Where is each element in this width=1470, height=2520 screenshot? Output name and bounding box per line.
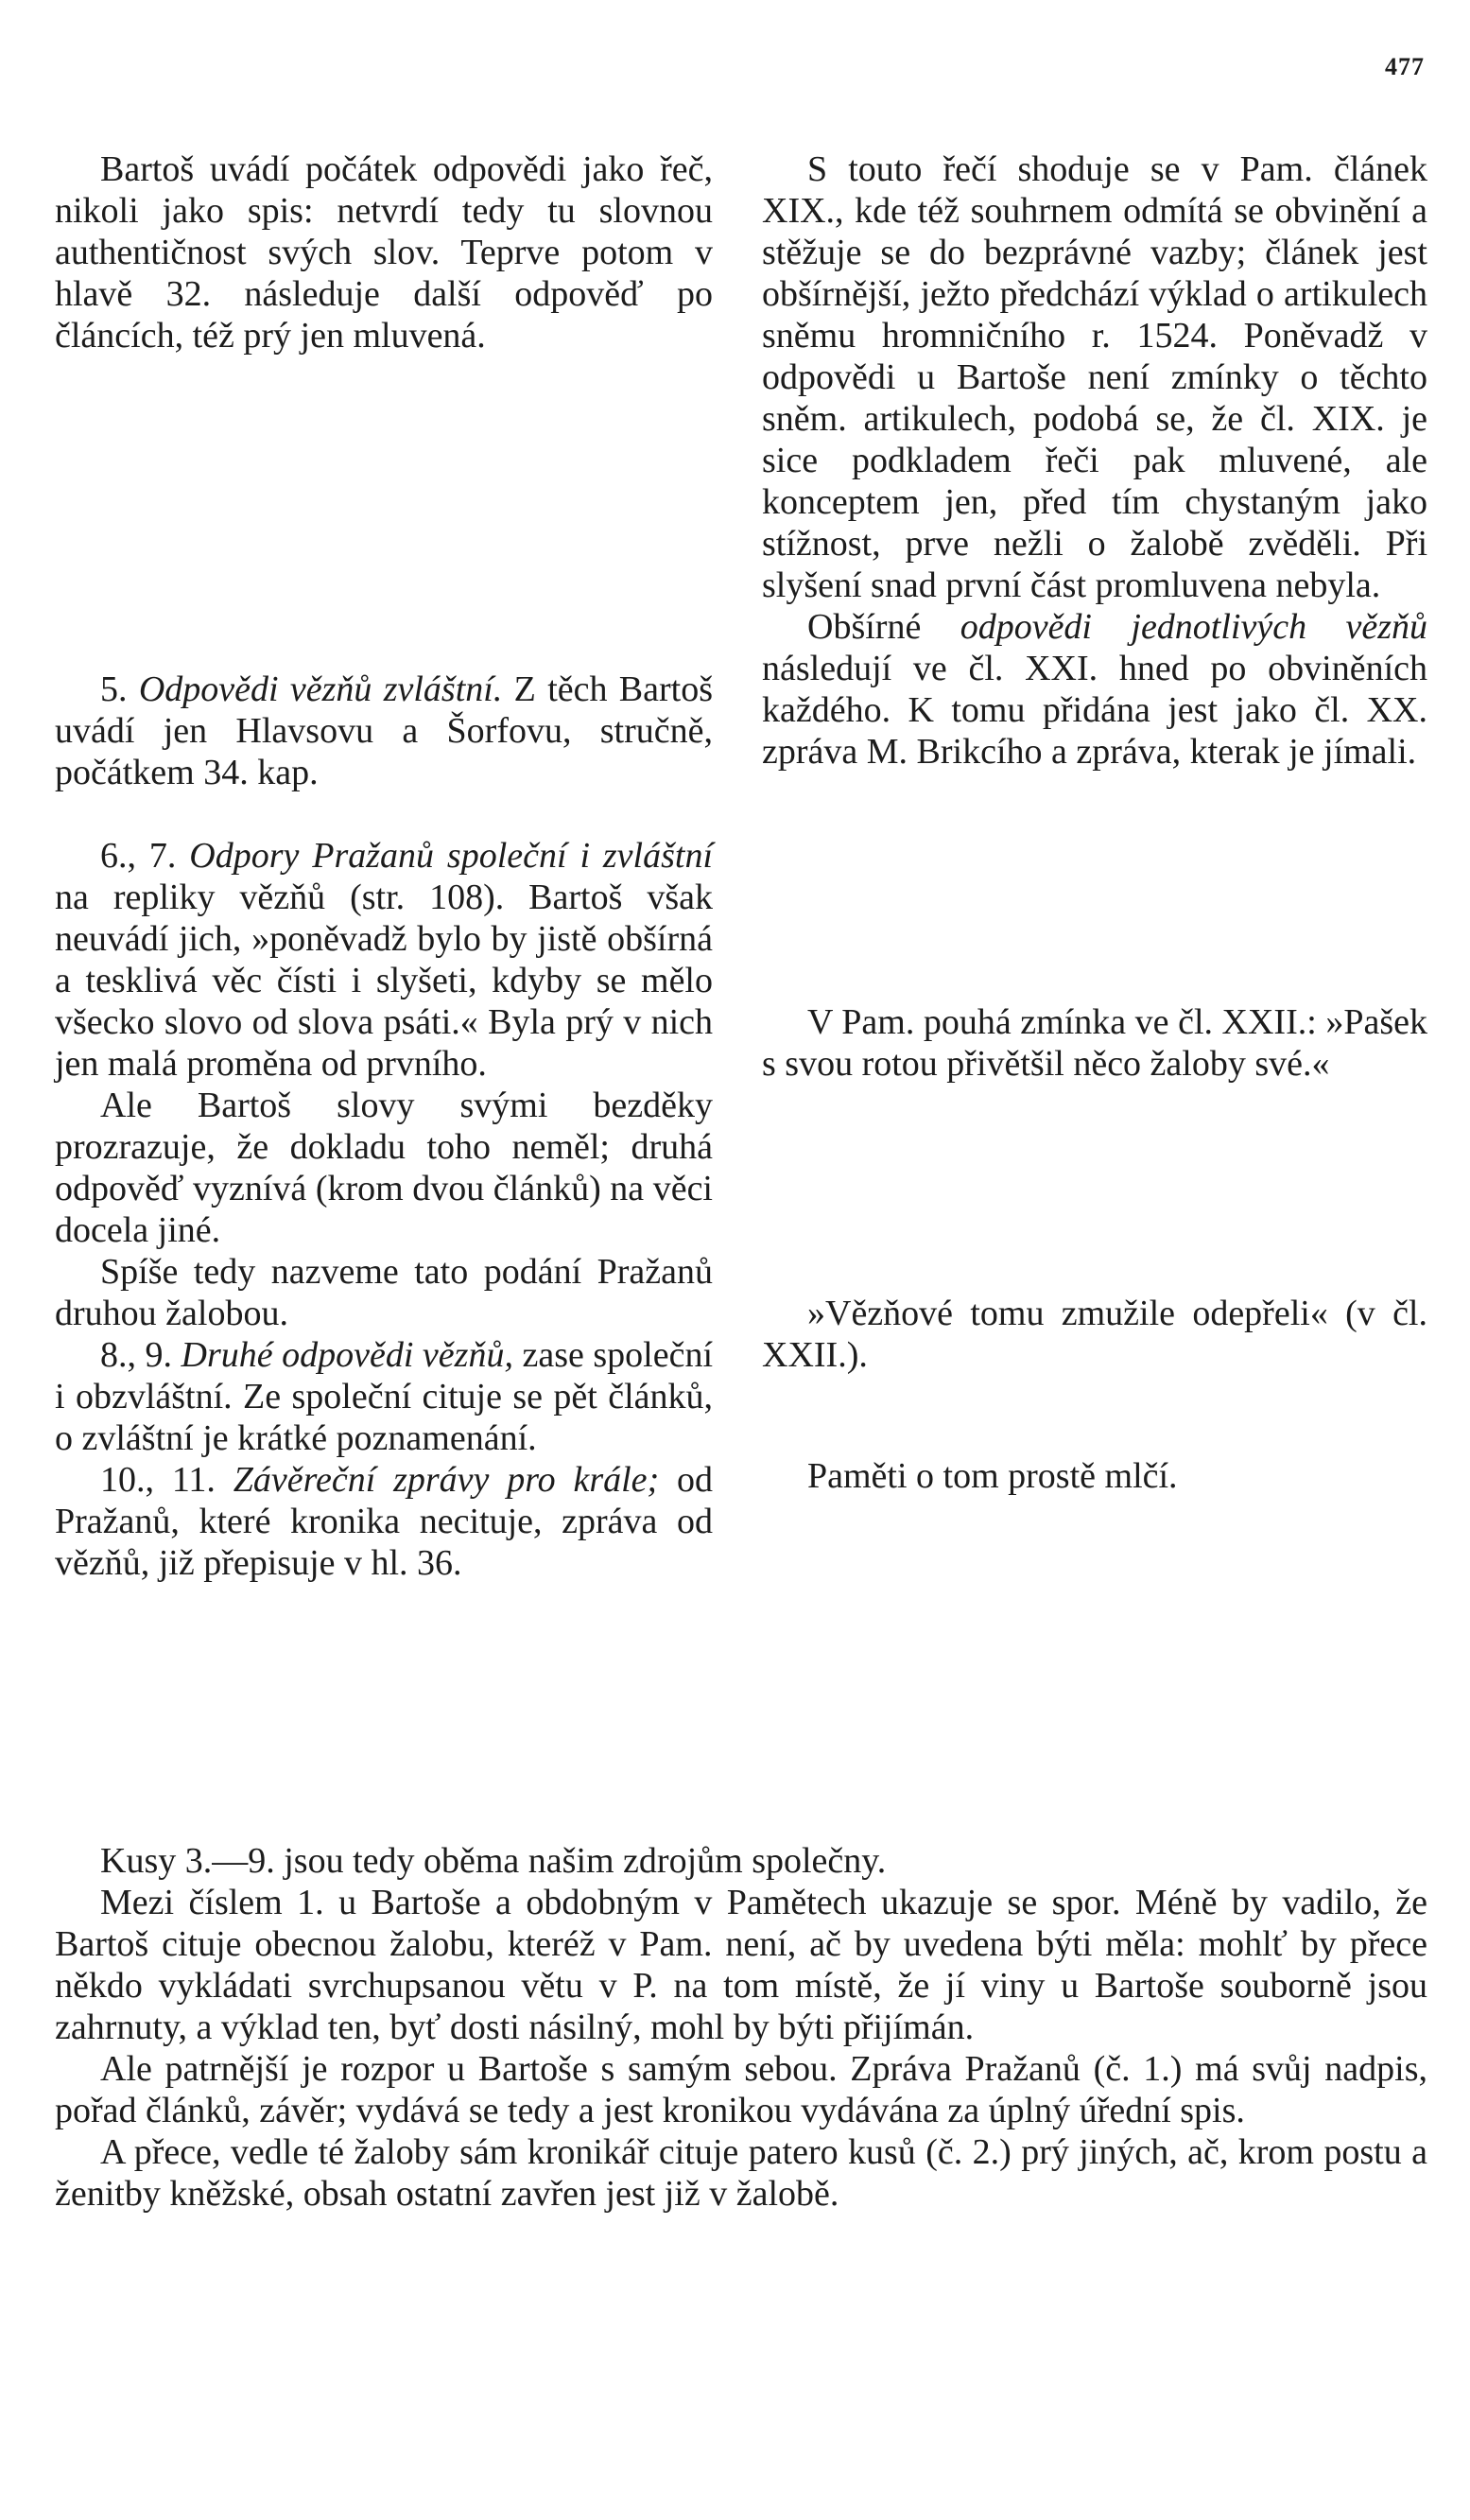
section-title: odpovědi jednotlivých vězňů: [960, 607, 1427, 647]
left-paragraph-5: Spíše tedy nazveme tato podání Pražanů druhou žalobou.: [55, 1252, 713, 1333]
left-paragraph-2: [55, 669, 713, 793]
section-title: Odpovědi vězňů zvláštní.: [138, 669, 503, 709]
bottom-paragraph-2: Mezi číslem 1. u Bartoše a obdobným v Pamětech ukazuje se spor. Méně by vadilo, že Bartoš cituje obecnou žalobu, kteréž v Pam. není, ač by uvedena býti měla: mohlť by přece někdo vykládati svrchupsanou větu v P. na tom místě, že jí viny u Bartoše souborně jsou zahrnuty, a výklad ten, byť dosti násilný, mohl by býti přijímán.: [55, 1883, 1427, 2047]
section-number: 5.: [100, 669, 128, 709]
section-text: od Pražanů, které kronika necituje, zpráva od vězňů, již přepisuje v hl. 36.: [55, 1460, 714, 1583]
paragraph-lead: Obšírné: [807, 607, 922, 647]
bottom-paragraph-3: Ale patrnější je rozpor u Bartoše s samým sebou. Zpráva Pražanů (č. 1.) má svůj nadpis, pořad článků, závěr; vydává se tedy a jest kronikou vydávána za úplný úřední spis.: [55, 2049, 1427, 2130]
section-text: na repliky vězňů (str. 108). Bartoš však neuvádí jich, »poněvadž bylo by jistě obšírná a tesklivá věc čísti i slyšeti, kdyby se mělo všecko slovo od slova psáti.« Byla prý v nich jen malá proměna od prvního.: [55, 878, 713, 1084]
left-paragraph-1: Bartoš uvádí počátek odpovědi jako řeč, nikoli jako spis: netvrdí tedy tu slovnou authentičnost svých slov. Teprve potom v hlavě 32. následuje další odpověď po článcích, též prý jen mluvená.: [55, 149, 713, 356]
left-paragraph-6: [55, 1334, 713, 1459]
section-title: Závěreční zprávy pro krále;: [233, 1460, 660, 1500]
bottom-paragraph-1: Kusy 3.—9. jsou tedy oběma našim zdrojům společny.: [100, 1841, 887, 1881]
right-paragraph-1: S touto řečí shoduje se v Pam. článek XIX., kde též souhrnem odmítá se obvinění a stěžuje se do bezprávné vazby; článek jest obšírnější, ježto předchází výklad o artikulech sněmu hromničního r. 1524. Poněvadž v odpovědi u Bartoše není zmínky o těchto sněm. artikulech, podobá se, že čl. XIX. je sice podkladem řeči pak mluvené, ale konceptem jen, před tím chystaným jako stížnost, prve nežli o žalobě zvěděli. Při slyšení snad první část promluvena nebyla.: [762, 149, 1427, 605]
left-paragraph-7: [55, 1459, 713, 1584]
right-paragraph-4: »Vězňové tomu zmužile odepřeli« (v čl. XXII.).: [762, 1294, 1427, 1375]
bottom-section: [55, 1840, 1427, 2215]
section-text: následují ve čl. XXI. hned po obviněních každého. K tomu přidána jest jako čl. XX. zpráva M. Brikcího a zpráva, kterak je jímali.: [762, 649, 1427, 772]
section-number: 8., 9.: [100, 1335, 173, 1375]
right-column: [762, 148, 1427, 1497]
section-title: Odpory Pražanů společní i zvláštní: [189, 836, 714, 876]
section-text: Z těch Bartoš uvádí jen Hlavsovu a Šorfovu, stručně, počátkem 34. kap.: [55, 669, 714, 792]
section-title: Druhé odpovědi vězňů,: [181, 1335, 513, 1375]
right-paragraph-5: Paměti o tom prostě mlčí.: [807, 1456, 1178, 1496]
right-paragraph-3: V Pam. pouhá zmínka ve čl. XXII.: »Pašek s svou rotou přivětšil něco žaloby své.«: [762, 1002, 1427, 1084]
section-number: 10., 11.: [100, 1460, 216, 1500]
bottom-paragraph-4: A přece, vedle té žaloby sám kronikář cituje patero kusů (č. 2.) prý jiných, ač, krom postu a ženitby kněžské, obsah ostatní zavřen jest již v žalobě.: [55, 2132, 1427, 2214]
left-column: [55, 148, 713, 1584]
left-paragraph-4: Ale Bartoš slovy svými bezděky prozrazuje, že dokladu toho neměl; druhá odpověď vyznívá (krom dvou článků) na věci docela jiné.: [55, 1086, 713, 1250]
section-number: 6., 7.: [100, 836, 177, 876]
section-text: zase společní i obzvláštní. Ze společní cituje se pět článků, o zvláštní je krátké poznamenání.: [55, 1335, 714, 1458]
left-paragraph-3: [55, 835, 713, 1085]
right-paragraph-2: [762, 606, 1427, 773]
page-number: 477: [1385, 53, 1425, 80]
